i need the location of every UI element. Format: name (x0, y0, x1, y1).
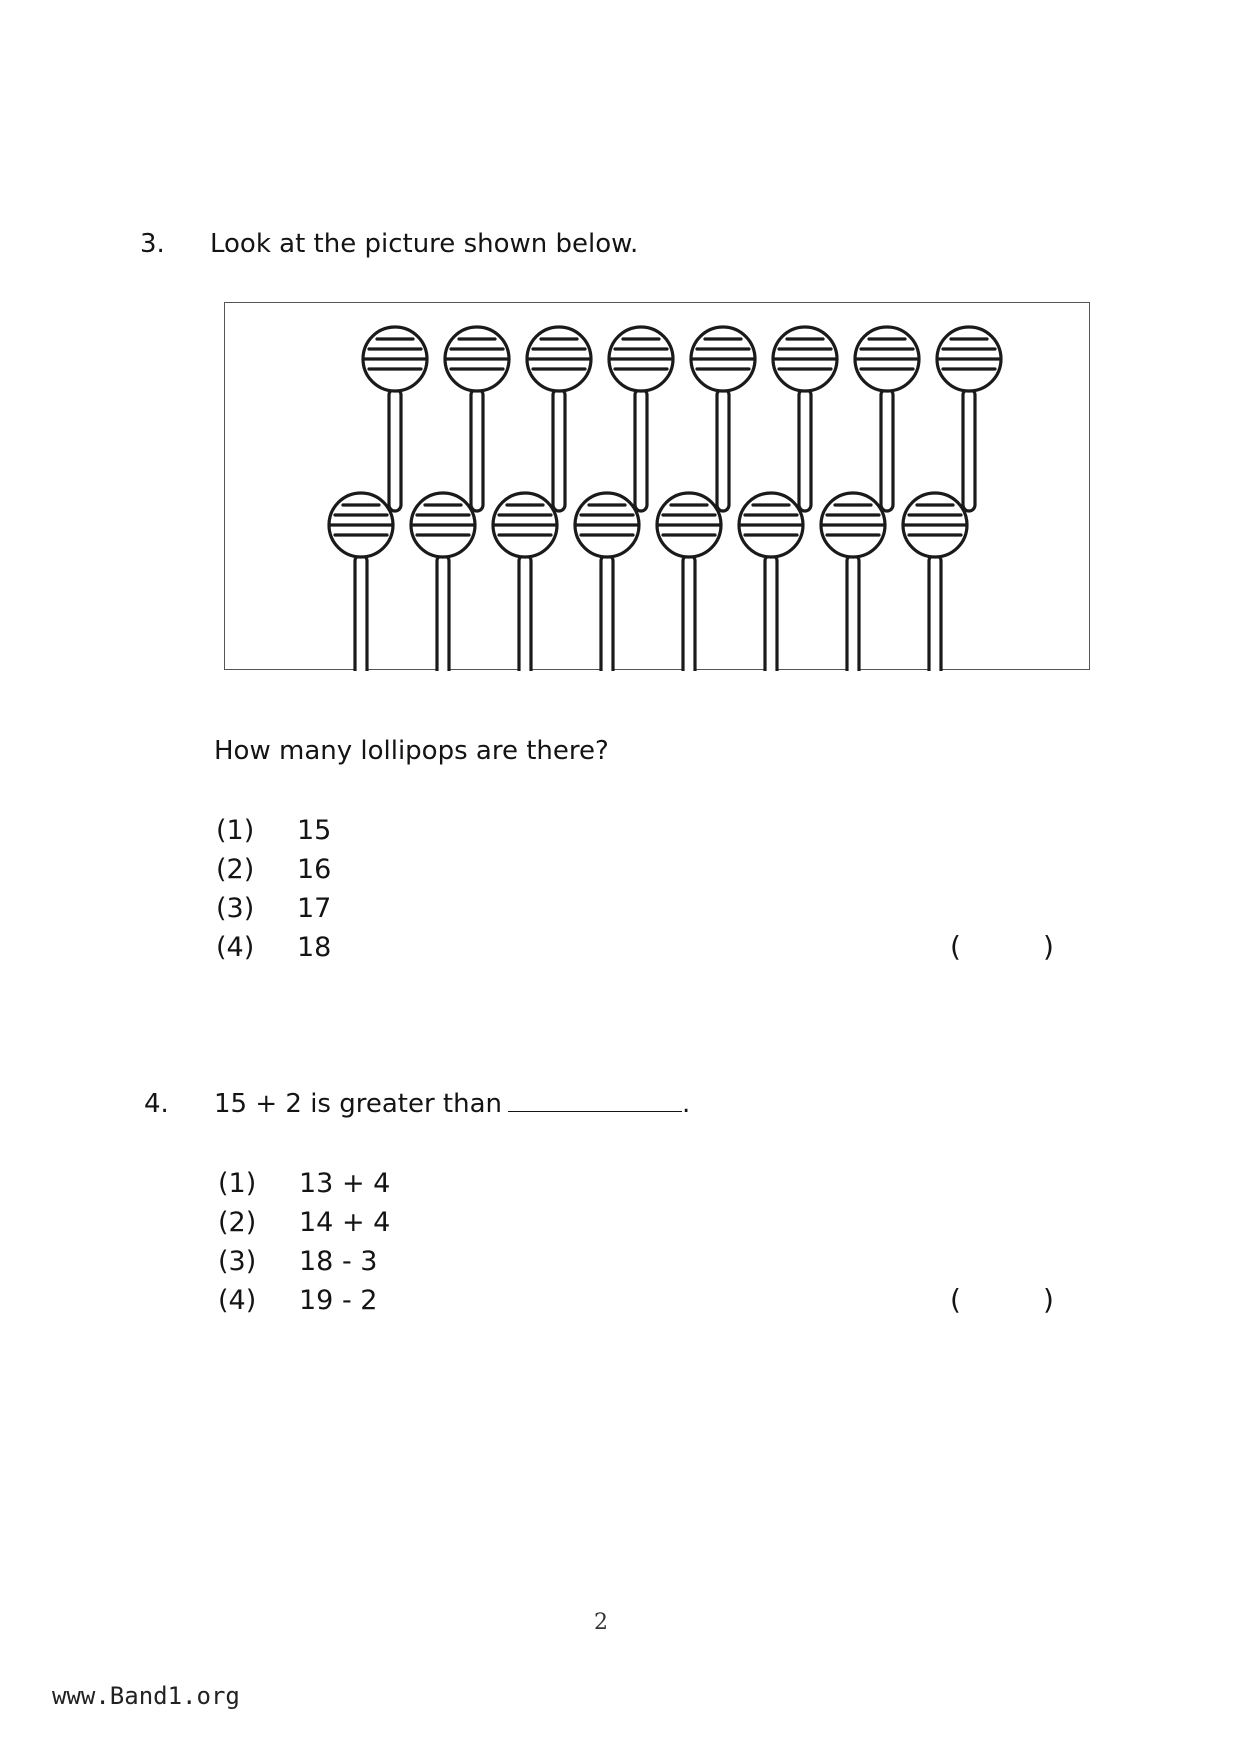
lollipop-icon (575, 493, 639, 671)
lollipop-icon (739, 493, 803, 671)
footer-url: www.Band1.org (52, 1682, 240, 1710)
lollipop-icon (363, 327, 427, 511)
q3-option-2-label: (2) (216, 854, 255, 885)
lollipop-icon (937, 327, 1001, 511)
q4-option-3-value: 18 - 3 (299, 1246, 378, 1277)
q3-option-1-value: 15 (297, 815, 332, 846)
q4-option-1-value: 13 + 4 (299, 1168, 391, 1199)
page-number: 2 (594, 1610, 608, 1635)
lollipop-icon (527, 327, 591, 511)
lollipop-icon (445, 327, 509, 511)
question-4-prompt: 15 + 2 is greater than (214, 1089, 503, 1119)
lollipop-icon (609, 327, 673, 511)
q3-option-4-label: (4) (216, 932, 255, 963)
lollipop-icon (493, 493, 557, 671)
lollipop-picture (225, 303, 1091, 671)
lollipop-icon (657, 493, 721, 671)
question-3-prompt: Look at the picture shown below. (210, 229, 639, 259)
answer-blank-line (508, 1111, 682, 1112)
q4-answer-bracket-open: ( (950, 1283, 961, 1316)
lollipop-icon (821, 493, 885, 671)
q3-option-3-value: 17 (297, 893, 332, 924)
q3-option-1-label: (1) (216, 815, 255, 846)
question-3-sub-question: How many lollipops are there? (214, 736, 609, 766)
question-4-prompt-end: . (682, 1089, 691, 1119)
q4-option-1-label: (1) (218, 1168, 257, 1199)
q3-option-4-value: 18 (297, 932, 332, 963)
lollipop-icon (329, 493, 393, 671)
question-4-number: 4. (144, 1089, 169, 1119)
lollipop-icon (855, 327, 919, 511)
question-4-prompt-line (214, 1089, 690, 1119)
q4-answer-bracket-close: ) (1043, 1283, 1054, 1316)
q4-option-4-value: 19 - 2 (299, 1285, 378, 1316)
q3-option-3-label: (3) (216, 893, 255, 924)
lollipop-icon (773, 327, 837, 511)
lollipop-icon (903, 493, 967, 671)
q4-option-2-value: 14 + 4 (299, 1207, 391, 1238)
q3-option-2-value: 16 (297, 854, 332, 885)
q4-option-4-label: (4) (218, 1285, 257, 1316)
question-3-number: 3. (140, 229, 165, 259)
lollipop-icon (411, 493, 475, 671)
q3-answer-bracket-close: ) (1043, 930, 1054, 963)
q3-answer-bracket-open: ( (950, 930, 961, 963)
q4-option-2-label: (2) (218, 1207, 257, 1238)
lollipop-icon (691, 327, 755, 511)
q4-option-3-label: (3) (218, 1246, 257, 1277)
lollipop-figure (224, 302, 1090, 670)
